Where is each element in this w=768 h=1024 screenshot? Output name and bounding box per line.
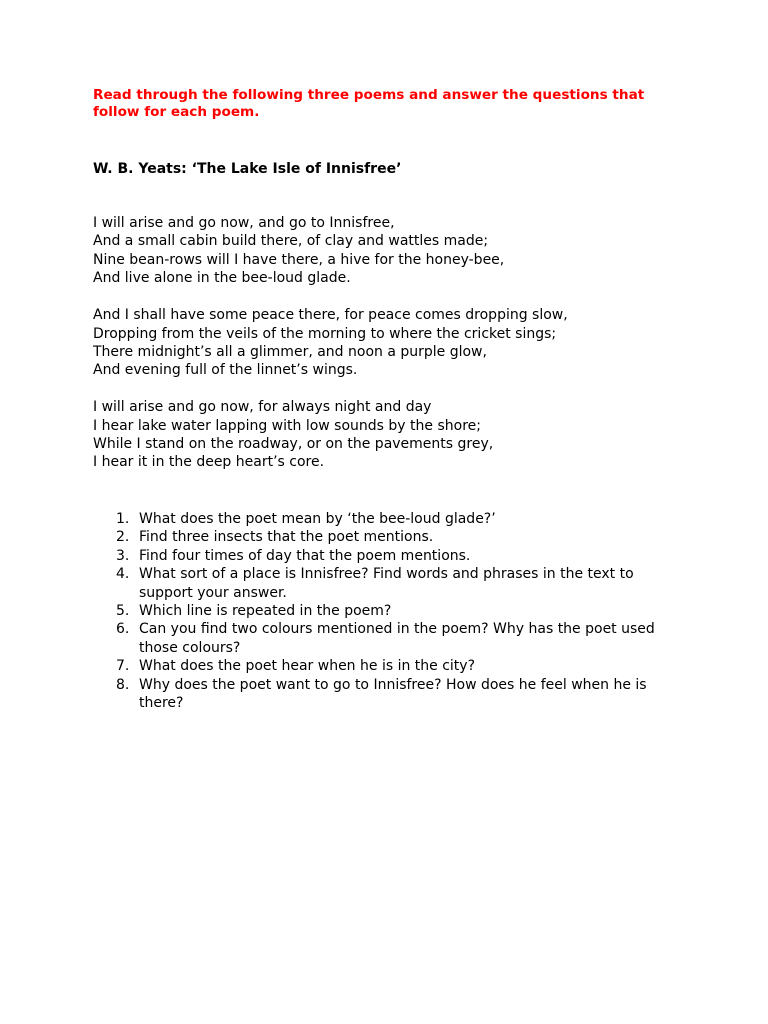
question-number: 5. xyxy=(116,602,130,619)
question-item xyxy=(116,565,683,602)
document-page xyxy=(93,87,683,712)
question-text: What does the poet hear when he is in the city? xyxy=(139,658,476,675)
question-item xyxy=(116,510,683,528)
poem-line: And I shall have some peace there, for peace comes dropping slow, xyxy=(93,307,568,324)
question-list xyxy=(116,510,683,712)
question-number: 4. xyxy=(116,566,130,583)
question-number: 7. xyxy=(116,658,130,675)
poem-line: There midnight’s all a glimmer, and noon a purple glow, xyxy=(93,343,487,360)
question-text: What sort of a place is Innisfree? Find words and phrases in the text to support your answer. xyxy=(139,566,634,601)
question-item xyxy=(116,528,683,546)
poem-line: I will arise and go now, for always night and day xyxy=(93,399,432,416)
stanza-1 xyxy=(93,214,683,288)
question-text: Can you find two colours mentioned in the poem? Why has the poet used those colours? xyxy=(139,621,655,656)
question-item xyxy=(116,602,683,620)
question-number: 6. xyxy=(116,621,130,638)
question-text: What does the poet mean by ‘the bee-loud glade?’ xyxy=(139,510,496,527)
poem-body xyxy=(93,214,683,472)
question-number: 3. xyxy=(116,547,130,564)
poem-line: And evening full of the linnet’s wings. xyxy=(93,362,358,379)
question-number: 1. xyxy=(116,510,130,527)
poem-line: And a small cabin build there, of clay and wattles made; xyxy=(93,233,489,250)
question-item xyxy=(116,676,683,713)
question-item xyxy=(116,620,683,657)
poem-line: Dropping from the veils of the morning to where the cricket sings; xyxy=(93,325,557,342)
poem-line: Nine bean-rows will I have there, a hive for the honey-bee, xyxy=(93,251,505,268)
poem-line: And live alone in the bee-loud glade. xyxy=(93,270,351,287)
question-item xyxy=(116,547,683,565)
question-number: 2. xyxy=(116,529,130,546)
poem-title: W. B. Yeats: ‘The Lake Isle of Innisfree’ xyxy=(93,161,402,177)
poem-line: I will arise and go now, and go to Innisfree, xyxy=(93,215,395,231)
poem-line: I hear lake water lapping with low sounds by the shore; xyxy=(93,417,481,434)
poem-line: I hear it in the deep heart’s core. xyxy=(93,454,325,471)
stanza-3 xyxy=(93,398,683,472)
poem-line: While I stand on the roadway, or on the pavements grey, xyxy=(93,436,494,453)
question-item xyxy=(116,657,683,675)
stanza-2 xyxy=(93,306,683,380)
question-text: Find four times of day that the poem mentions. xyxy=(139,547,471,564)
instruction-text: Read through the following three poems and answer the questions that follow for each poem. xyxy=(93,87,645,120)
question-text: Which line is repeated in the poem? xyxy=(139,602,392,619)
question-text: Find three insects that the poet mentions. xyxy=(139,529,434,546)
question-number: 8. xyxy=(116,676,130,693)
question-text: Why does the poet want to go to Innisfree? How does he feel when he is there? xyxy=(139,676,647,711)
